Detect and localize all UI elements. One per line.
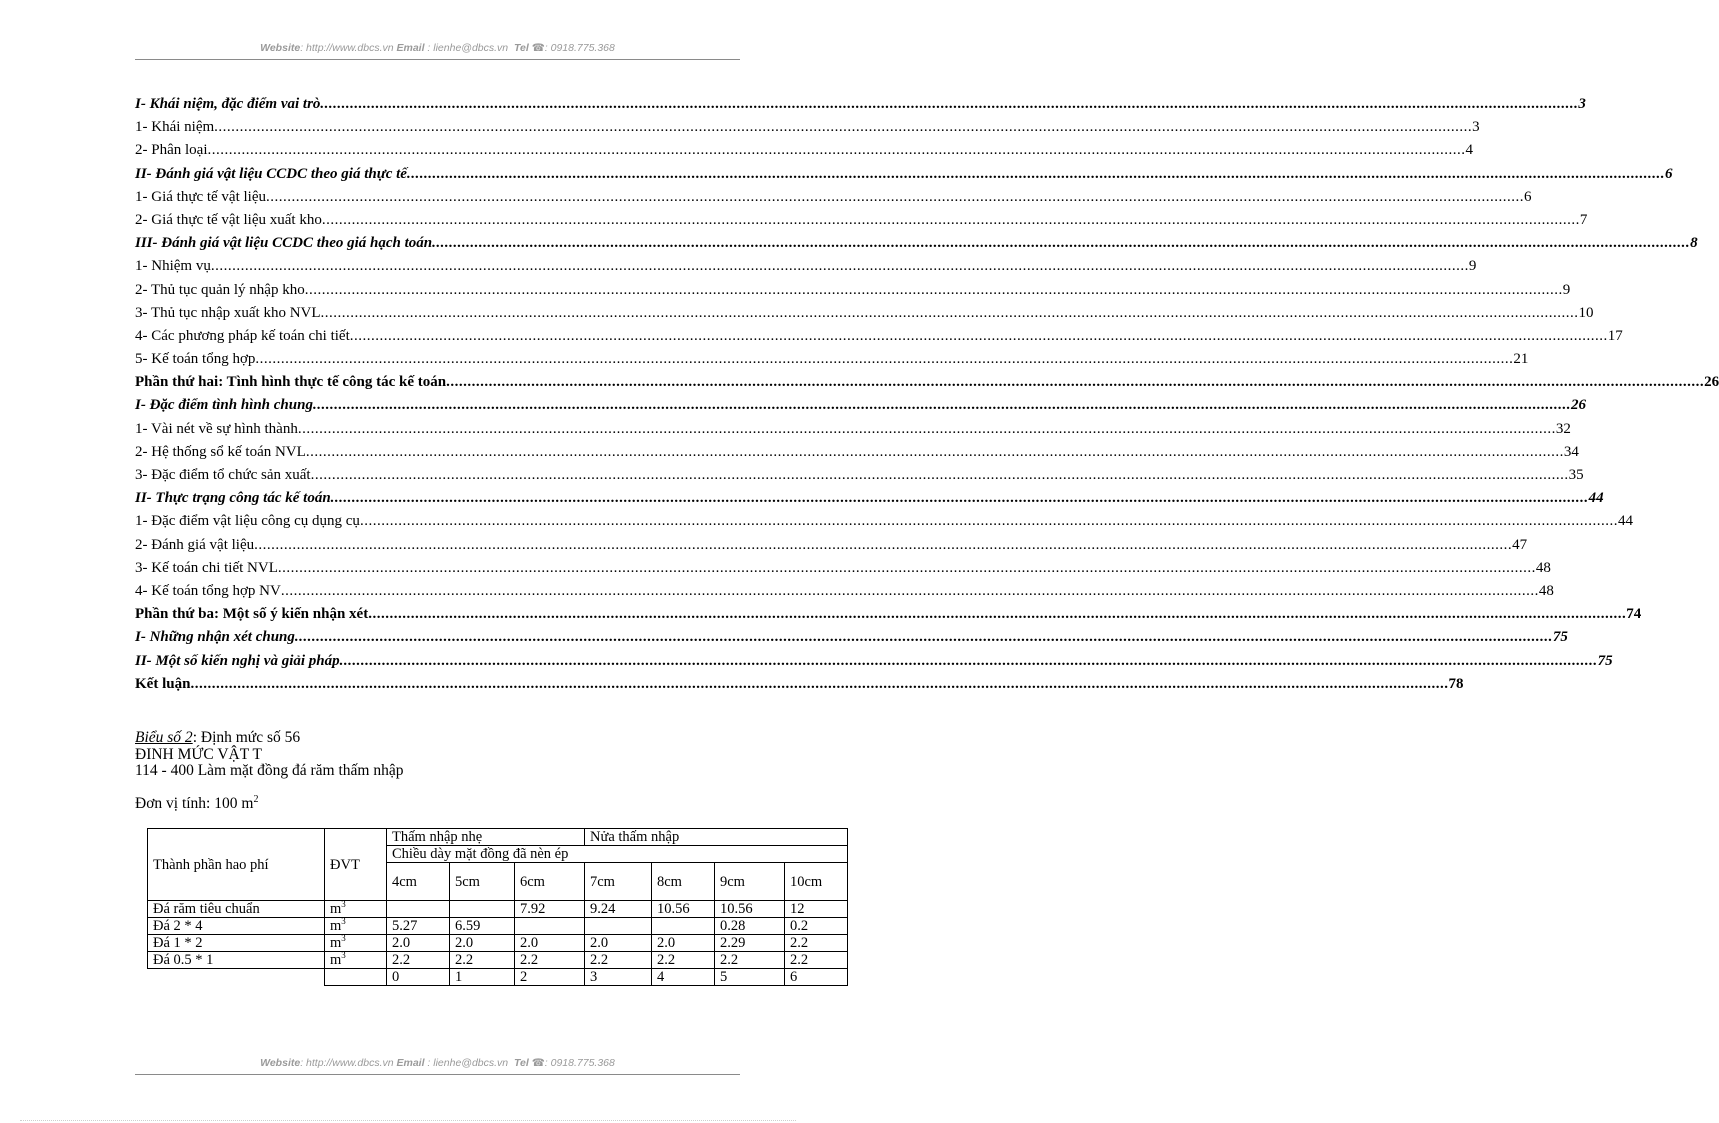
toc-entry-page: 47	[1512, 536, 1528, 553]
footer-rule	[135, 1074, 740, 1075]
toc-entry-page: 3	[1578, 96, 1586, 112]
toc-entry-title: 3- Đặc điểm tổ chức sản xuất	[135, 467, 311, 483]
value-cell	[652, 918, 715, 935]
component-unit	[325, 952, 387, 969]
toc-entry-page: 6	[1664, 165, 1673, 182]
caption-label: Biểu số 2	[135, 729, 193, 746]
unit-superscript: 2	[253, 794, 259, 805]
value-cell: 2.2	[450, 952, 515, 969]
unit-text: m	[330, 901, 342, 917]
toc-entry-title: II- Một số kiến nghị và giải pháp	[135, 652, 340, 669]
component-unit	[325, 901, 387, 918]
value-cell: 0.2	[785, 918, 848, 935]
component-name: Đá 0.5 * 1	[148, 952, 325, 969]
index-cell: 4	[652, 969, 715, 986]
toc-entry-title: I- Những nhận xét chung	[135, 629, 295, 646]
toc-entry-page: 9	[1468, 258, 1477, 275]
thickness-cell: 10cm	[785, 863, 848, 901]
thickness-cell: 8cm	[652, 863, 715, 901]
component-name: Đá 1 * 2	[148, 935, 325, 952]
footer-website-url[interactable]: : http://www.dbcs.vn	[300, 1057, 394, 1069]
footer-tel-label: Tel	[513, 1057, 529, 1069]
tel-number: : 0918.775.368	[544, 42, 615, 54]
norm-code: 114 - 400 Làm mặt đồng đá răm thấm nhập	[135, 762, 404, 779]
toc-entry-title: 1- Đặc điểm vật liệu công cụ dụng cụ	[135, 513, 360, 530]
header-component: Thành phần hao phí	[148, 829, 325, 901]
website-url[interactable]: : http://www.dbcs.vn	[300, 42, 394, 54]
toc-entry-page: 78	[1448, 675, 1464, 692]
unit-text: m	[330, 935, 342, 951]
component-name: Đá 2 * 4	[148, 918, 325, 935]
unit-superscript: 3	[341, 899, 346, 910]
subheader-thickness: Chiều dày mặt đồng đã nèn ép	[387, 846, 848, 863]
footer-website-label: Website	[260, 1057, 301, 1069]
index-cell: 3	[585, 969, 652, 986]
toc-entry-page: 17	[1607, 327, 1623, 344]
unit-text: m	[330, 952, 342, 968]
value-cell: 2.0	[585, 935, 652, 952]
index-cell: 0	[387, 969, 450, 986]
toc-entry-page: 44	[1617, 513, 1633, 530]
thickness-cell: 4cm	[387, 863, 450, 901]
toc-entry-page: 10	[1578, 304, 1594, 321]
toc-entry-page: 75	[1597, 652, 1613, 669]
toc-entry-page: 8	[1690, 235, 1698, 252]
website-label: Website	[260, 42, 301, 54]
toc-entry-title: Phần thứ ba: Một số ý kiến nhận xét	[135, 606, 369, 623]
value-cell: 2.0	[450, 935, 515, 952]
index-cell: 5	[715, 969, 785, 986]
toc-entry-page: 4	[1465, 142, 1473, 159]
thickness-cell: 5cm	[450, 863, 515, 901]
value-cell: 5.27	[387, 918, 450, 935]
table-row	[148, 952, 848, 969]
blank-cell	[148, 969, 325, 986]
component-unit	[325, 935, 387, 952]
caption-text: : Định mức số 56	[192, 729, 301, 746]
toc-entry-title: 1- Giá thực tế vật liệu	[135, 188, 267, 205]
unit-superscript: 3	[341, 916, 346, 927]
toc-entry-title: 3- Thủ tục nhập xuất kho NVL	[135, 304, 321, 321]
component-unit	[325, 918, 387, 935]
toc-entry-title: I- Khái niệm, đặc điểm vai trò	[135, 96, 321, 112]
value-cell	[450, 901, 515, 918]
unit-text: Đơn vị tính: 100 m	[135, 795, 254, 813]
tel-label: Tel	[513, 42, 529, 54]
toc-entry-page: 44	[1588, 490, 1604, 507]
unit-superscript: 3	[341, 950, 346, 961]
toc-entry-title: 4- Các phương pháp kế toán chi tiết	[135, 327, 350, 344]
toc-entry-page: 34	[1563, 443, 1579, 460]
page-edge-divider	[20, 1120, 796, 1121]
email-label: Email	[396, 42, 425, 54]
value-cell: 2.2	[515, 952, 585, 969]
value-cell	[585, 918, 652, 935]
toc-entry-page: 9	[1562, 281, 1571, 298]
toc-entry-title: 3- Kế toán chi tiết NVL	[135, 559, 278, 576]
thickness-cell: 6cm	[515, 863, 585, 901]
toc-entry-title: 2- Giá thực tế vật liệu xuất kho	[135, 211, 322, 228]
table-row	[148, 901, 848, 918]
group-light: Thấm nhập nhẹ	[387, 829, 585, 846]
toc-entry-title: 1- Vài nét về sự hình thành	[135, 420, 298, 437]
toc-entry-page: 6	[1524, 188, 1532, 205]
toc-entry-page: 35	[1568, 467, 1584, 483]
thickness-cell: 9cm	[715, 863, 785, 901]
value-cell: 2.2	[715, 952, 785, 969]
value-cell: 2.2	[785, 952, 848, 969]
toc-entry-page: 48	[1538, 582, 1554, 599]
toc-entry-title: 2- Phân loại	[135, 142, 208, 159]
toc-entry-page: 32	[1555, 420, 1571, 437]
unit-text: m	[330, 918, 342, 934]
toc-entry-title: 5- Kế toán tổng hợp	[135, 351, 256, 368]
toc-entry-page: 26	[1570, 397, 1586, 414]
toc-entry-title: 1- Nhiệm vụ	[135, 258, 211, 275]
thickness-cell: 7cm	[585, 863, 652, 901]
index-cell: 6	[785, 969, 848, 986]
phone-icon: ☎	[531, 42, 545, 54]
toc-entry-page: 21	[1513, 351, 1529, 368]
page-footer	[135, 1057, 740, 1069]
toc-entry-title: Kết luận	[135, 675, 191, 692]
index-cell: 1	[450, 969, 515, 986]
toc-entry-page: 7	[1579, 211, 1588, 228]
toc-entry-title: II- Thực trạng công tác kế toán	[135, 490, 331, 507]
footer-email-address[interactable]: : lienhe@dbcs.vn	[424, 1057, 509, 1069]
value-cell: 2.2	[387, 952, 450, 969]
index-row	[148, 969, 848, 986]
header-unit: ĐVT	[325, 829, 387, 901]
group-half: Nửa thấm nhập	[585, 829, 848, 846]
toc-entry-title: Phần thứ hai: Tình hình thực tế công tác kế toán	[135, 374, 447, 391]
component-name: Đá răm tiêu chuẩn	[148, 901, 325, 918]
toc-entry-page: 3	[1472, 119, 1480, 136]
index-cell: 2	[515, 969, 585, 986]
value-cell: 2.2	[785, 935, 848, 952]
footer-phone-icon: ☎	[531, 1057, 545, 1069]
value-cell: 0.28	[715, 918, 785, 935]
value-cell	[515, 918, 585, 935]
toc-entry-title: III- Đánh giá vật liệu CCDC theo giá hạch toán	[135, 235, 433, 252]
value-cell: 2.2	[585, 952, 652, 969]
value-cell	[387, 901, 450, 918]
footer-tel-number: : 0918.775.368	[544, 1057, 615, 1069]
footer-email-label: Email	[396, 1057, 425, 1069]
value-cell: 2.29	[715, 935, 785, 952]
norm-title: ĐINH MỨC VẬT T	[135, 746, 262, 763]
table-row	[148, 935, 848, 952]
value-cell: 2.0	[387, 935, 450, 952]
toc-entry-title: 2- Thủ tục quản lý nhập kho	[135, 281, 305, 298]
toc-entry-title: 4- Kế toán tổng hợp NV	[135, 582, 281, 599]
value-cell: 2.0	[515, 935, 585, 952]
email-address[interactable]: : lienhe@dbcs.vn	[424, 42, 509, 54]
toc-entry-title: II- Đánh giá vật liệu CCDC theo giá thực tế	[135, 165, 407, 182]
toc-entry-page: 48	[1535, 559, 1551, 576]
toc-entry-page: 75	[1552, 629, 1568, 646]
value-cell: 10.56	[715, 901, 785, 918]
value-cell: 12	[785, 901, 848, 918]
toc-entry-page: 74	[1626, 606, 1642, 623]
table-clip	[0, 0, 823, 1123]
norm-table	[147, 828, 848, 986]
value-cell: 6.59	[450, 918, 515, 935]
toc-entry-title: 1- Khái niệm	[135, 119, 215, 136]
blank-cell	[325, 969, 387, 986]
toc-entry-page: 26	[1704, 374, 1719, 391]
toc-entry-title: 2- Hệ thống sổ kế toán NVL	[135, 443, 306, 460]
value-cell: 2.2	[652, 952, 715, 969]
value-cell: 7.92	[515, 901, 585, 918]
value-cell: 2.0	[652, 935, 715, 952]
value-cell: 10.56	[652, 901, 715, 918]
unit-superscript: 3	[341, 933, 346, 944]
toc-entry-title: I- Đặc điểm tình hình chung	[135, 397, 313, 414]
value-cell: 9.24	[585, 901, 652, 918]
table-row	[148, 918, 848, 935]
toc-entry-title: 2- Đánh giá vật liệu	[135, 536, 255, 553]
